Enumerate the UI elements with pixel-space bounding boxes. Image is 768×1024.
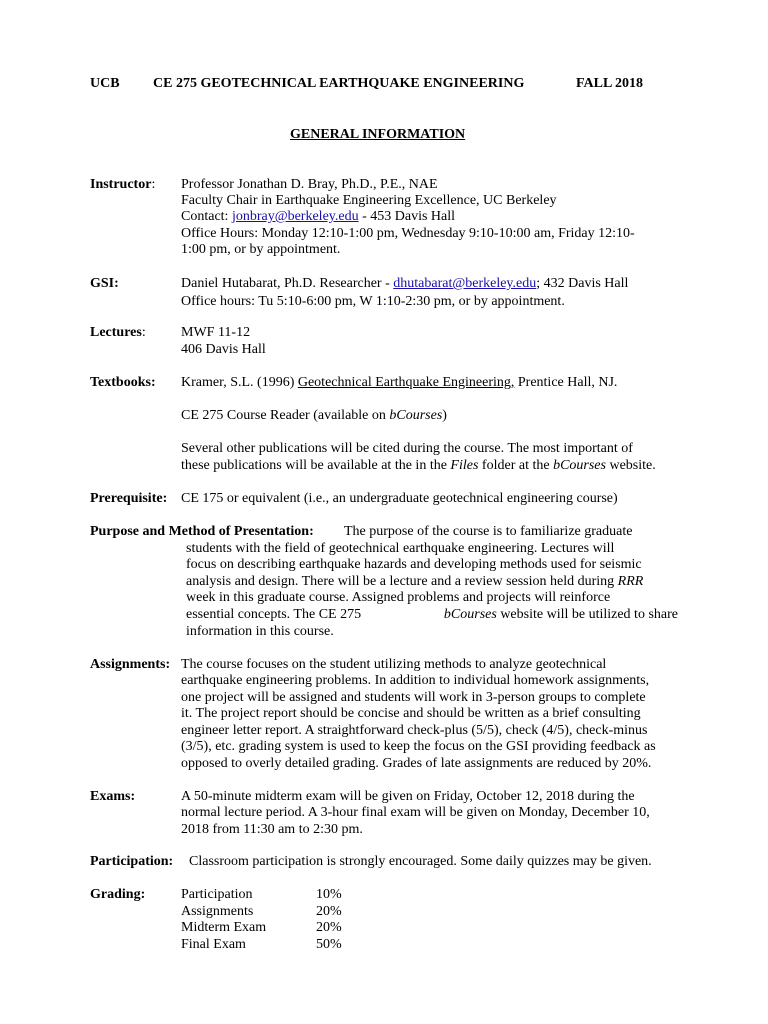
university-name: UCB <box>90 76 120 91</box>
grading-weight: 50% <box>316 937 342 952</box>
grading-item: Assignments <box>181 904 254 919</box>
textbooks-label: Textbooks: <box>90 375 156 390</box>
exams-line: 2018 from 11:30 am to 2:30 pm. <box>181 822 363 837</box>
lectures-time: MWF 11-12 <box>181 325 251 340</box>
assignments-line: opposed to overly detailed grading. Grades of late assignments are reduced by 20%. <box>181 756 652 771</box>
section-title: GENERAL INFORMATION <box>290 127 466 142</box>
instructor-contact: Contact: jonbray@berkeley.edu - 453 Davis Hall <box>181 209 456 224</box>
instructor-title: Faculty Chair in Earthquake Engineering Excellence, UC Berkeley <box>181 193 557 208</box>
gsi-contact: Daniel Hutabarat, Ph.D. Researcher - dhutabarat@berkeley.edu; 432 Davis Hall <box>181 276 629 291</box>
lectures-room: 406 Davis Hall <box>181 342 266 357</box>
grading-weight: 20% <box>316 920 342 935</box>
assignments-line: one project will be assigned and students will work in 3-person groups to complete <box>181 690 646 705</box>
instructor-office-hours: Office Hours: Monday 12:10-1:00 pm, Wednesday 9:10-10:00 am, Friday 12:10- <box>181 226 635 241</box>
assignments-label: Assignments: <box>90 657 171 672</box>
purpose-line-2: students with the field of geotechnical earthquake engineering. Lectures will <box>186 541 615 556</box>
grading-item: Participation <box>181 887 253 902</box>
purpose-line-6: essential concepts. The CE 275 bCourses website will be utilized to share <box>186 607 678 622</box>
exams-line: normal lecture period. A 3-hour final exam will be given on Monday, December 10, <box>181 805 650 820</box>
purpose-line-1: The purpose of the course is to familiarize graduate <box>344 524 633 539</box>
grading-item: Midterm Exam <box>181 920 267 935</box>
publications-line-1: Several other publications will be cited during the course. The most important of <box>181 441 633 456</box>
course-title: CE 275 GEOTECHNICAL EARTHQUAKE ENGINEERING <box>153 76 525 91</box>
participation-label: Participation: <box>90 854 174 869</box>
grading-weight: 10% <box>316 887 342 902</box>
prerequisite-text: CE 175 or equivalent (i.e., an undergraduate geotechnical engineering course) <box>181 491 618 506</box>
purpose-line-7: information in this course. <box>186 624 334 639</box>
course-reader: CE 275 Course Reader (available on bCourses) <box>181 408 447 423</box>
gsi-office-hours: Office hours: Tu 5:10-6:00 pm, W 1:10-2:30 pm, or by appointment. <box>181 294 565 309</box>
gsi-label: GSI: <box>90 276 119 291</box>
grading-item: Final Exam <box>181 937 246 952</box>
exams-label: Exams: <box>90 789 136 804</box>
instructor-name: Professor Jonathan D. Bray, Ph.D., P.E., NAE <box>181 177 438 192</box>
publications-line-2: these publications will be available at the in the Files folder at the bCourses website. <box>181 458 656 473</box>
purpose-line-3: focus on describing earthquake hazards and developing methods used for seismic <box>186 557 642 572</box>
purpose-line-5: week in this graduate course. Assigned problems and projects will reinforce <box>186 590 611 605</box>
exams-line: A 50-minute midterm exam will be given on Friday, October 12, 2018 during the <box>181 789 635 804</box>
instructor-email-link[interactable]: jonbray@berkeley.edu <box>231 209 359 224</box>
assignments-line: (3/5), etc. grading system is used to keep the focus on the GSI providing feedback as <box>181 739 656 754</box>
grading-label: Grading: <box>90 887 146 902</box>
assignments-line: The course focuses on the student utilizing methods to analyze geotechnical <box>181 657 607 672</box>
textbook-title: Geotechnical Earthquake Engineering, <box>297 375 515 390</box>
instructor-label: Instructor: <box>90 177 156 192</box>
gsi-email-link[interactable]: dhutabarat@berkeley.edu <box>393 276 537 291</box>
lectures-label: Lectures: <box>90 325 146 340</box>
term: FALL 2018 <box>576 76 644 91</box>
assignments-line: engineer letter report. A straightforward check-plus (5/5), check (4/5), check-minus <box>181 723 648 738</box>
prerequisite-label: Prerequisite: <box>90 491 168 506</box>
assignments-line: earthquake engineering problems. In addition to individual homework assignments, <box>181 673 650 688</box>
textbook-kramer: Kramer, S.L. (1996) Geotechnical Earthquake Engineering, Prentice Hall, NJ. <box>181 375 618 390</box>
purpose-label: Purpose and Method of Presentation: <box>90 524 314 539</box>
participation-text: Classroom participation is strongly encouraged. Some daily quizzes may be given. <box>189 854 652 869</box>
instructor-office-hours-cont: 1:00 pm, or by appointment. <box>181 242 341 257</box>
purpose-line-4: analysis and design. There will be a lecture and a review session held during RRR <box>186 574 644 589</box>
assignments-line: it. The project report should be concise and should be written as a brief consulting <box>181 706 641 721</box>
grading-weight: 20% <box>316 904 342 919</box>
